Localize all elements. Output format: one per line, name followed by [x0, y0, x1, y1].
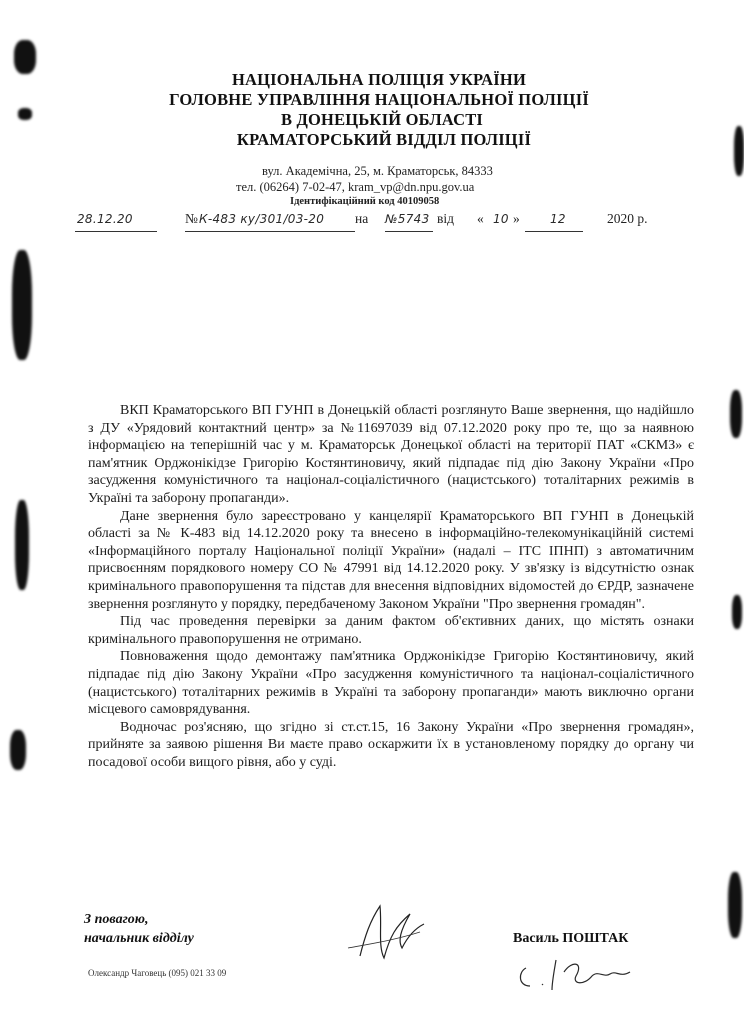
org-line-2: ГОЛОВНЕ УПРАВЛІННЯ НАЦІОНАЛЬНОЇ ПОЛІЦІЇ — [169, 90, 589, 109]
position-text: начальник відділу — [84, 931, 194, 946]
org-line-4: КРАМАТОРСЬКИЙ ВІДДІЛ ПОЛІЦІЇ — [236, 130, 532, 149]
letter-body — [88, 402, 694, 771]
id-code-line: Ідентифікаційний код 40109058 — [290, 196, 440, 207]
na-label: на — [355, 211, 369, 226]
closing-block — [84, 910, 194, 948]
outgoing-date: 28.12.20 — [77, 212, 133, 226]
contacts-line: тел. (06264) 7-02-47, kram_vp@dn.npu.gov.ua — [236, 180, 475, 194]
outgoing-number: К-483 ку/301/03-20 — [199, 212, 325, 226]
paragraph-4: Повноваження щодо демонтажу пам'ятника Орджонікідзе Григорію Костянтиновичу, який підпадає під дію Закону України «Про засудження комуністичного та націонал-соціалістичного (нацистського) тоталітарних режимів в Україні та заборону пропаганди» мають виключно органи місцевого самоврядування. — [88, 649, 694, 718]
letterhead — [0, 70, 744, 150]
signer-name: Василь ПОШТАК — [513, 931, 629, 946]
month-value: 12 — [550, 212, 566, 226]
address-line: вул. Академічна, 25, м. Краматорськ, 84333 — [262, 164, 493, 178]
no-sign: № — [185, 211, 198, 226]
vid-label: від — [437, 211, 454, 226]
day-value: 10 — [493, 212, 509, 226]
paragraph-2: Дане звернення було зареєстровано у канцелярії Краматорського ВП ГУНП в Донецькій області за № К-483 від 14.12.2020 року та внесено в інформаційно-телекомунікаційній системі «Інформаційного порталу Національної поліції України» (надалі – ІТС ІПНП) з автоматичним присвоєнням порядкового номеру СО № 47991 від 14.12.2020 року. У зв'язку із відсутністю ознак кримінального правопорушення та підстав для внесення відповідних відомостей до ЄРДР, зазначене звернення розглянуто у порядку, передбаченому Законом України "Про звернення громадян". — [88, 508, 694, 612]
day-close-quote: » — [513, 211, 520, 226]
chief-signature — [340, 896, 430, 966]
regards-text: З повагою, — [84, 912, 149, 927]
incoming-number: №5743 — [385, 212, 430, 226]
day-open-quote: « — [477, 211, 484, 226]
year-value: 2020 р. — [607, 211, 648, 226]
paragraph-1: ВКП Краматорського ВП ГУНП в Донецькій області розглянуто Ваше звернення, що надійшло з ДУ «Урядовий контактний центр» за №11697039 від 07.12.2020 року про те, що за наявною інформацією на теперішній час у м. Краматорськ Донецької області на території ПАТ «СКМЗ» є пам'ятник Орджонікідзе Григорію Костянтиновичу, який підпадає під дію Закону України «Про засудження комуністичного та націонал-соціалістичного (нацистського) тоталітарних режимів в Україні та заборону пропаганди». — [88, 403, 694, 506]
executor-line: Олександр Чаговець (095) 021 33 09 — [88, 968, 227, 978]
paragraph-3: Під час проведення перевірки за даним фактом об'єктивних даних, що містять ознаки кримінального правопорушення не отримано. — [88, 614, 694, 647]
org-line-1: НАЦІОНАЛЬНА ПОЛІЦІЯ УКРАЇНИ — [232, 70, 526, 89]
reference-line — [75, 210, 665, 234]
secondary-signature — [512, 950, 642, 996]
paragraph-5: Водночас роз'ясняю, що згідно зі ст.ст.15, 16 Закону України «Про звернення громадян», прийняте за заявою рішення Ви маєте право оскаржити їх в установленому порядку до органу чи посадової особи вищого рівня, або у суді. — [88, 719, 694, 770]
org-line-3: В ДОНЕЦЬКІЙ ОБЛАСТІ — [280, 110, 484, 129]
